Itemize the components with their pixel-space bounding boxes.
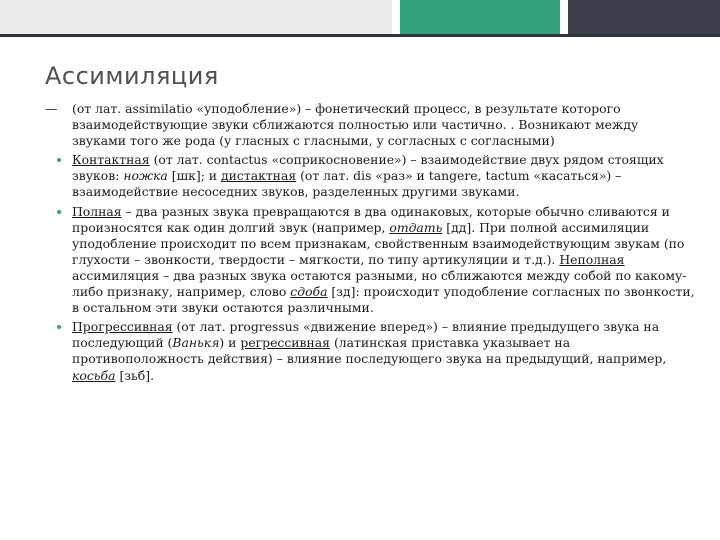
bullet1-text-2: [шк]; и: [167, 168, 222, 184]
bullet3-text-4: [зьб].: [115, 367, 155, 383]
bullet3-text-1: (от лат. progressus «движение вперед») – влияние предыдущего звука на последующий (: [72, 319, 660, 351]
bullet3-text-2: ) и: [219, 335, 241, 351]
slide-title: Ассимиляция: [45, 62, 219, 90]
example-sdoba: сдоба: [290, 284, 328, 300]
bullet-dot-icon: [57, 210, 61, 214]
top-bar-underline: [0, 34, 720, 37]
top-bar-dark-segment: [568, 0, 720, 34]
example-nozhka: ножка: [123, 168, 168, 184]
top-bar-gap: [392, 0, 400, 34]
term-full: Полная: [72, 203, 122, 219]
term-partial: Неполная: [559, 251, 625, 267]
intro-dash: —: [45, 101, 58, 116]
top-bar-light-segment: [0, 0, 392, 34]
bullet2-text-2: [дд]. При полной ассимиляции уподобление происходит по всем признакам, свойственным взаимодействующим звукам (по глухости – звонкости, твердости – мягкости, по типу артикуляции и т.д.).: [72, 219, 685, 267]
bullet-progressive: [45, 319, 695, 383]
example-kosba: косьба: [72, 367, 116, 383]
bullet2-text-3: ассимиляция – два разных звука остаются разными, но сближаются между собой по какому-либо признаку, например, слово: [72, 267, 687, 300]
bullet3-text-3: (латинская приставка указывает на противоположность действия) – влияние последующего звука на предыдущий, например,: [72, 335, 667, 367]
term-contact: Контактная: [72, 152, 150, 168]
slide-content: [45, 101, 695, 387]
example-vankya: Ванькя: [172, 335, 220, 351]
bullet-dot-icon: [57, 325, 61, 329]
example-otdat: отдать: [389, 219, 443, 235]
term-regressive: регрессивная: [240, 335, 330, 351]
term-distact: дистактная: [221, 168, 297, 184]
term-progressive: Прогрессивная: [72, 319, 173, 335]
bullet1-text-1: (от лат. contactus «соприкосновение») – взаимодействие двух рядом стоящих звуков:: [72, 152, 664, 184]
top-bar-green-segment: [400, 0, 560, 34]
bullet-full: [45, 204, 695, 317]
bullet-dot-icon: [57, 158, 61, 162]
top-bar-gap: [560, 0, 568, 34]
top-decoration-bar: [0, 0, 720, 34]
intro-text: (от лат. assimilatio «уподобление») – фонетический процесс, в результате которого взаимодействующие звуки сближаются полностью или частично. . Возникают между звуками того же рода (у гласных с гласными, у согласных с согласными): [72, 101, 639, 149]
bullet2-text-1: – два разных звука превращаются в два одинаковых, которые обычно сливаются и произносятся как один долгий звук (например,: [72, 203, 670, 235]
bullet-contact: [45, 152, 695, 200]
bullet2-text-4: [зд]: происходит уподобление согласных по звонкости, в остальном эти звуки остаются различными.: [72, 284, 695, 316]
intro-paragraph: [45, 101, 695, 149]
bullet1-text-3: (от лат. dis «раз» и tangere, tactum «касаться») – взаимодействие несоседних звуков, разделенных другими звуками.: [72, 168, 622, 200]
